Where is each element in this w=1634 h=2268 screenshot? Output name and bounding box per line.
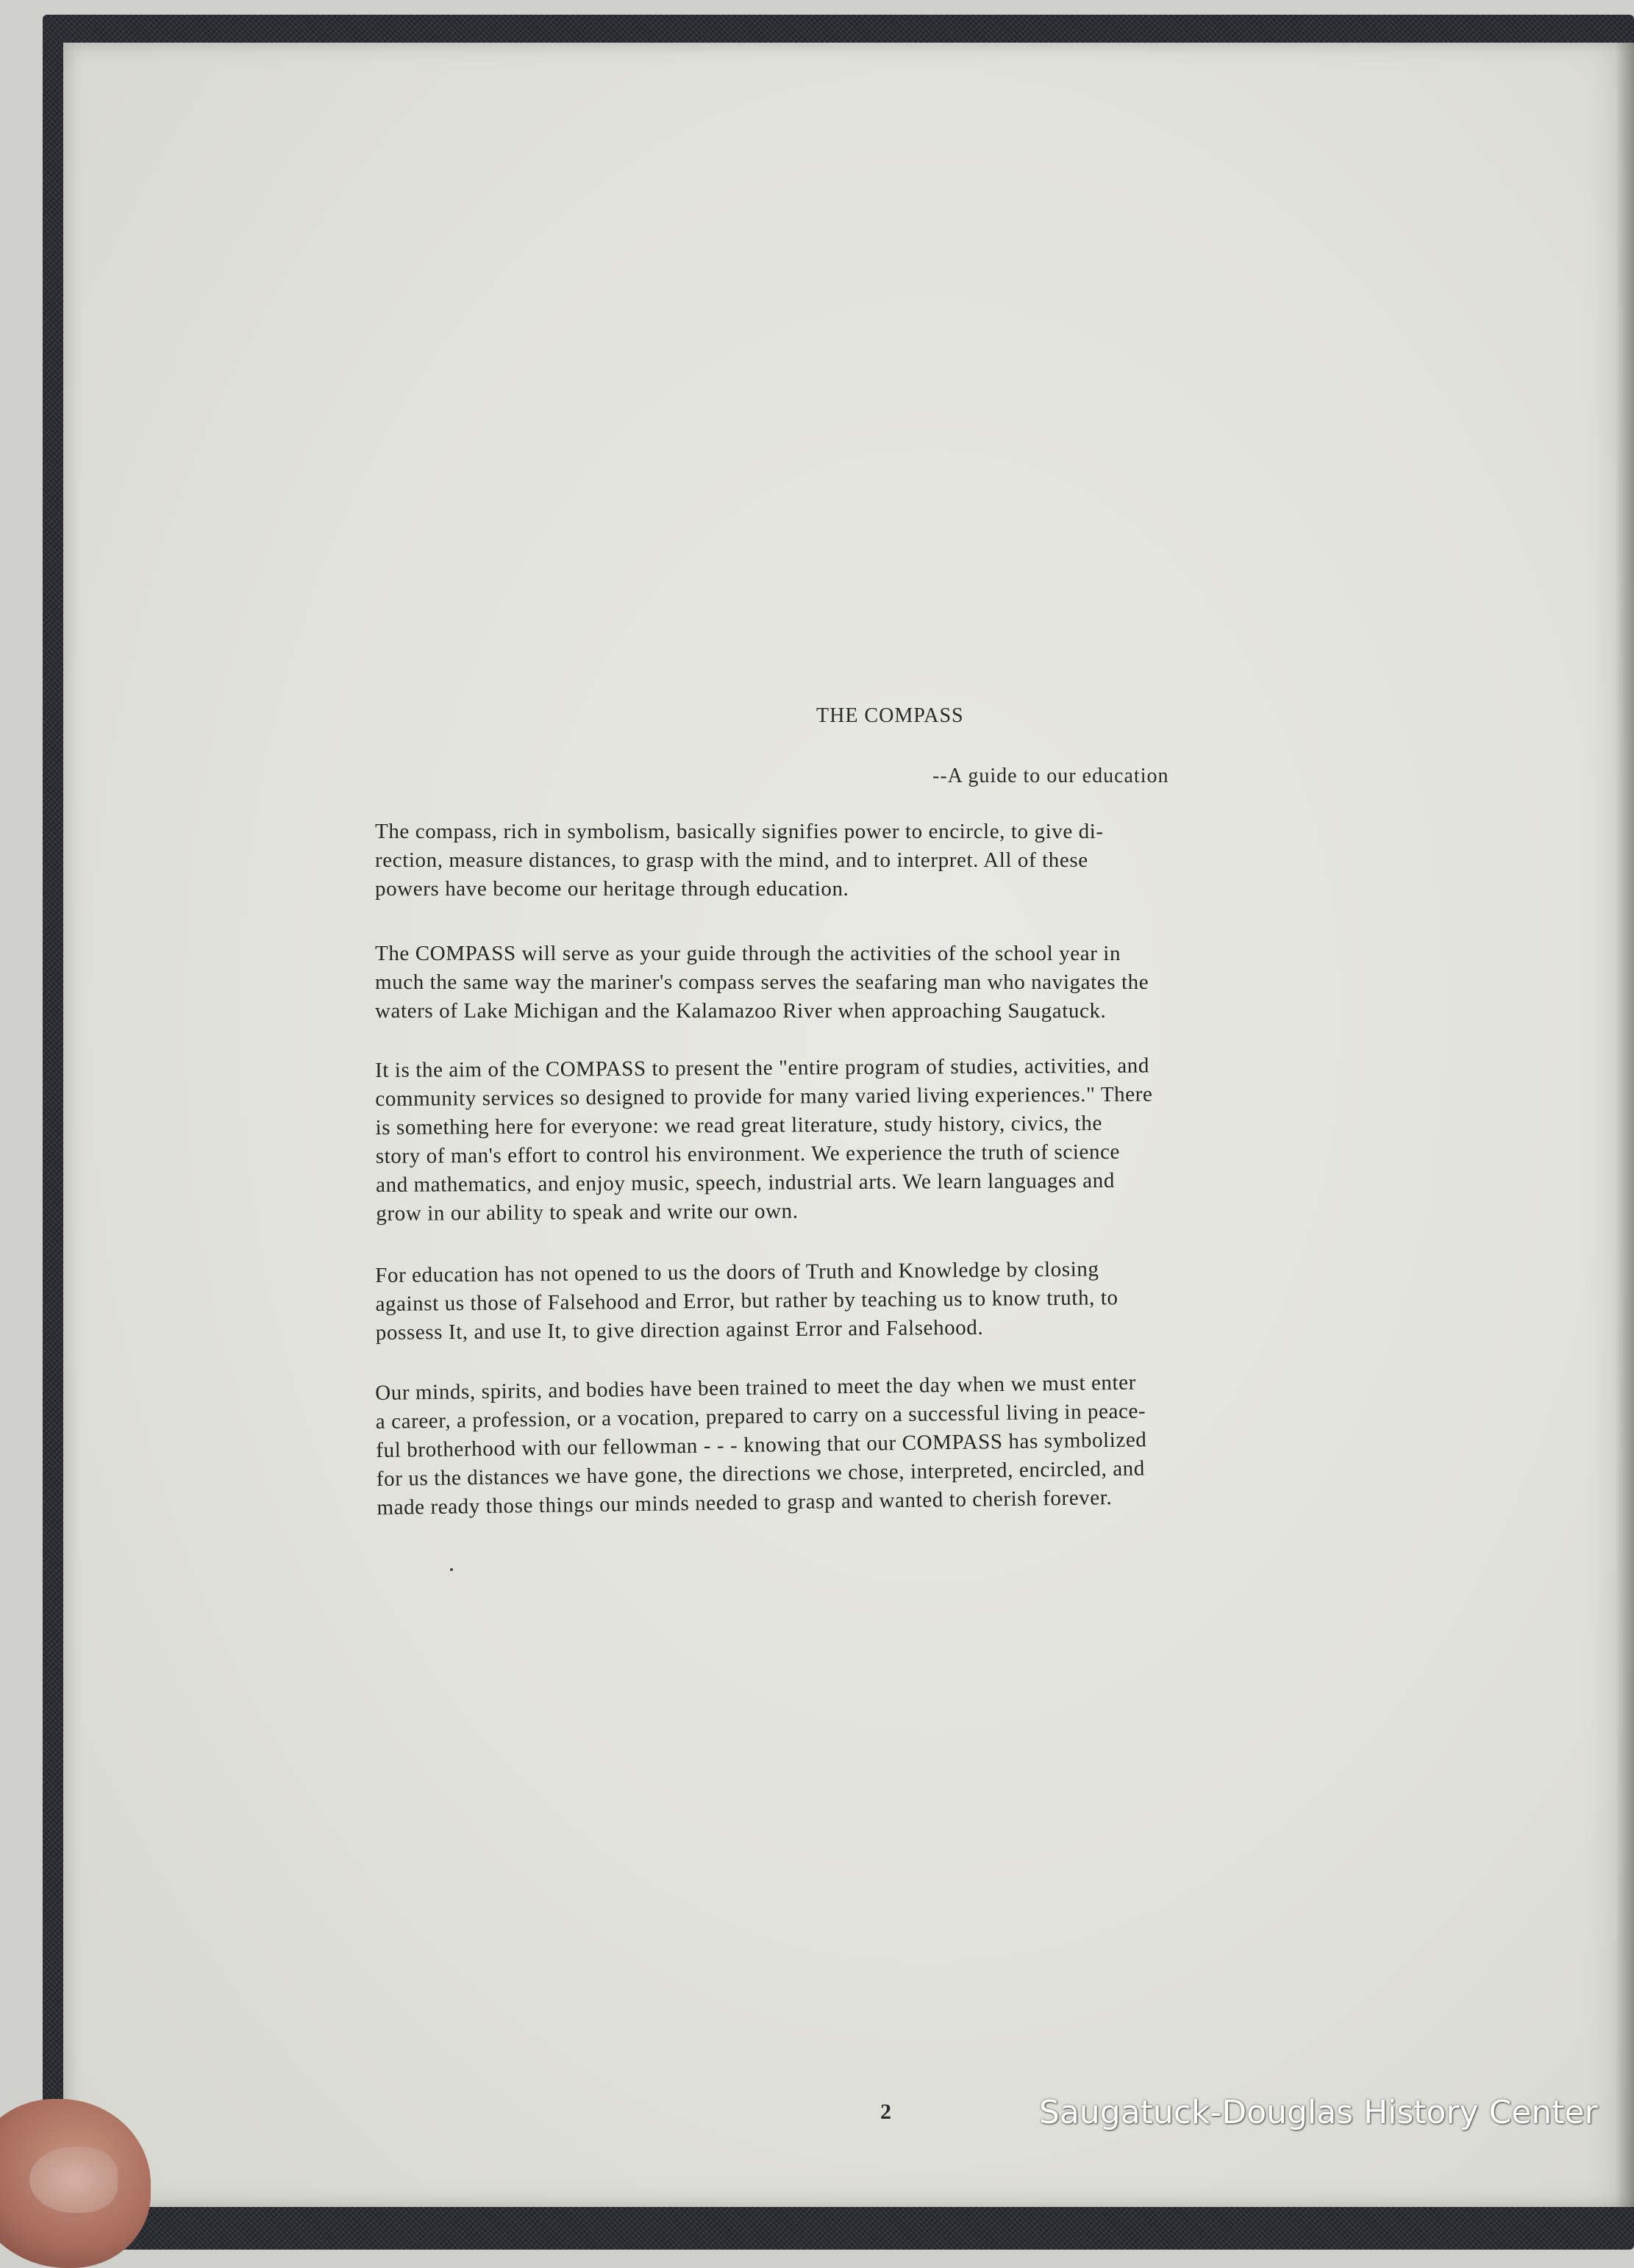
text-line: waters of Lake Michigan and the Kalamazoo River when approaching Saugatuck. [375,999,1107,1023]
text-line: The COMPASS will serve as your guide through the activities of the school year in [375,942,1121,965]
page-subtitle: --A guide to our education [932,765,1169,787]
watermark-text: Saugatuck-Douglas History Center [1039,2094,1598,2131]
text-line: powers have become our heritage through education. [375,877,849,901]
text-line: Our minds, spirits, and bodies have been trained to meet the day when we must enter [375,1370,1137,1405]
text-line: The compass, rich in symbolism, basically signifies power to encircle, to give di- [375,820,1104,843]
paragraph-4 [375,1253,1420,1348]
text-line: For education has not opened to us the doors of Truth and Knowledge by closing [375,1257,1099,1287]
text-line: much the same way the mariner's compass serves the seafaring man who navigates the [375,970,1149,994]
text-line: grow in our ability to speak and write our own. [376,1199,799,1226]
text-line: rection, measure distances, to grasp with the mind, and to interpret. All of these [375,848,1088,872]
show-through-ghost [515,1764,1250,1853]
thumbnail-highlight [29,2147,118,2213]
page-edge-shadow [1615,43,1634,2207]
text-line: a career, a profession, or a vocation, prepared to carry on a successful living in peace- [375,1399,1146,1434]
text-line: community services so designed to provide for many varied living experiences." There [375,1082,1153,1111]
paragraph-3 [375,1050,1420,1228]
text-line: for us the distances we have gone, the directions we chose, interpreted, encircled, and [376,1456,1146,1491]
text-line: possess It, and use It, to give direction against Error and Falsehood. [375,1315,984,1345]
text-line: It is the aim of the COMPASS to present the "entire program of studies, activities, and [375,1053,1150,1082]
text-line: made ready those things our minds needed to grasp and wanted to cherish forever. [377,1486,1113,1520]
page-title: THE COMPASS [816,704,964,727]
text-line: story of man's effort to control his environment. We experience the truth of science [375,1140,1121,1168]
text-line: against us those of Falsehood and Error, but rather by teaching us to know truth, to [375,1286,1119,1316]
stray-ink-mark [450,1568,453,1571]
paragraph-1 [375,818,1419,904]
paragraph-5 [375,1364,1421,1523]
text-line: is something here for everyone: we read great literature, study history, civics, the [375,1111,1102,1140]
page-number: 2 [880,2100,891,2124]
text-line: and mathematics, and enjoy music, speech, industrial arts. We learn languages and [375,1168,1116,1197]
text-line: ful brotherhood with our fellowman - - - knowing that our COMPASS has symbolized [376,1428,1147,1462]
paragraph-2 [375,940,1419,1026]
